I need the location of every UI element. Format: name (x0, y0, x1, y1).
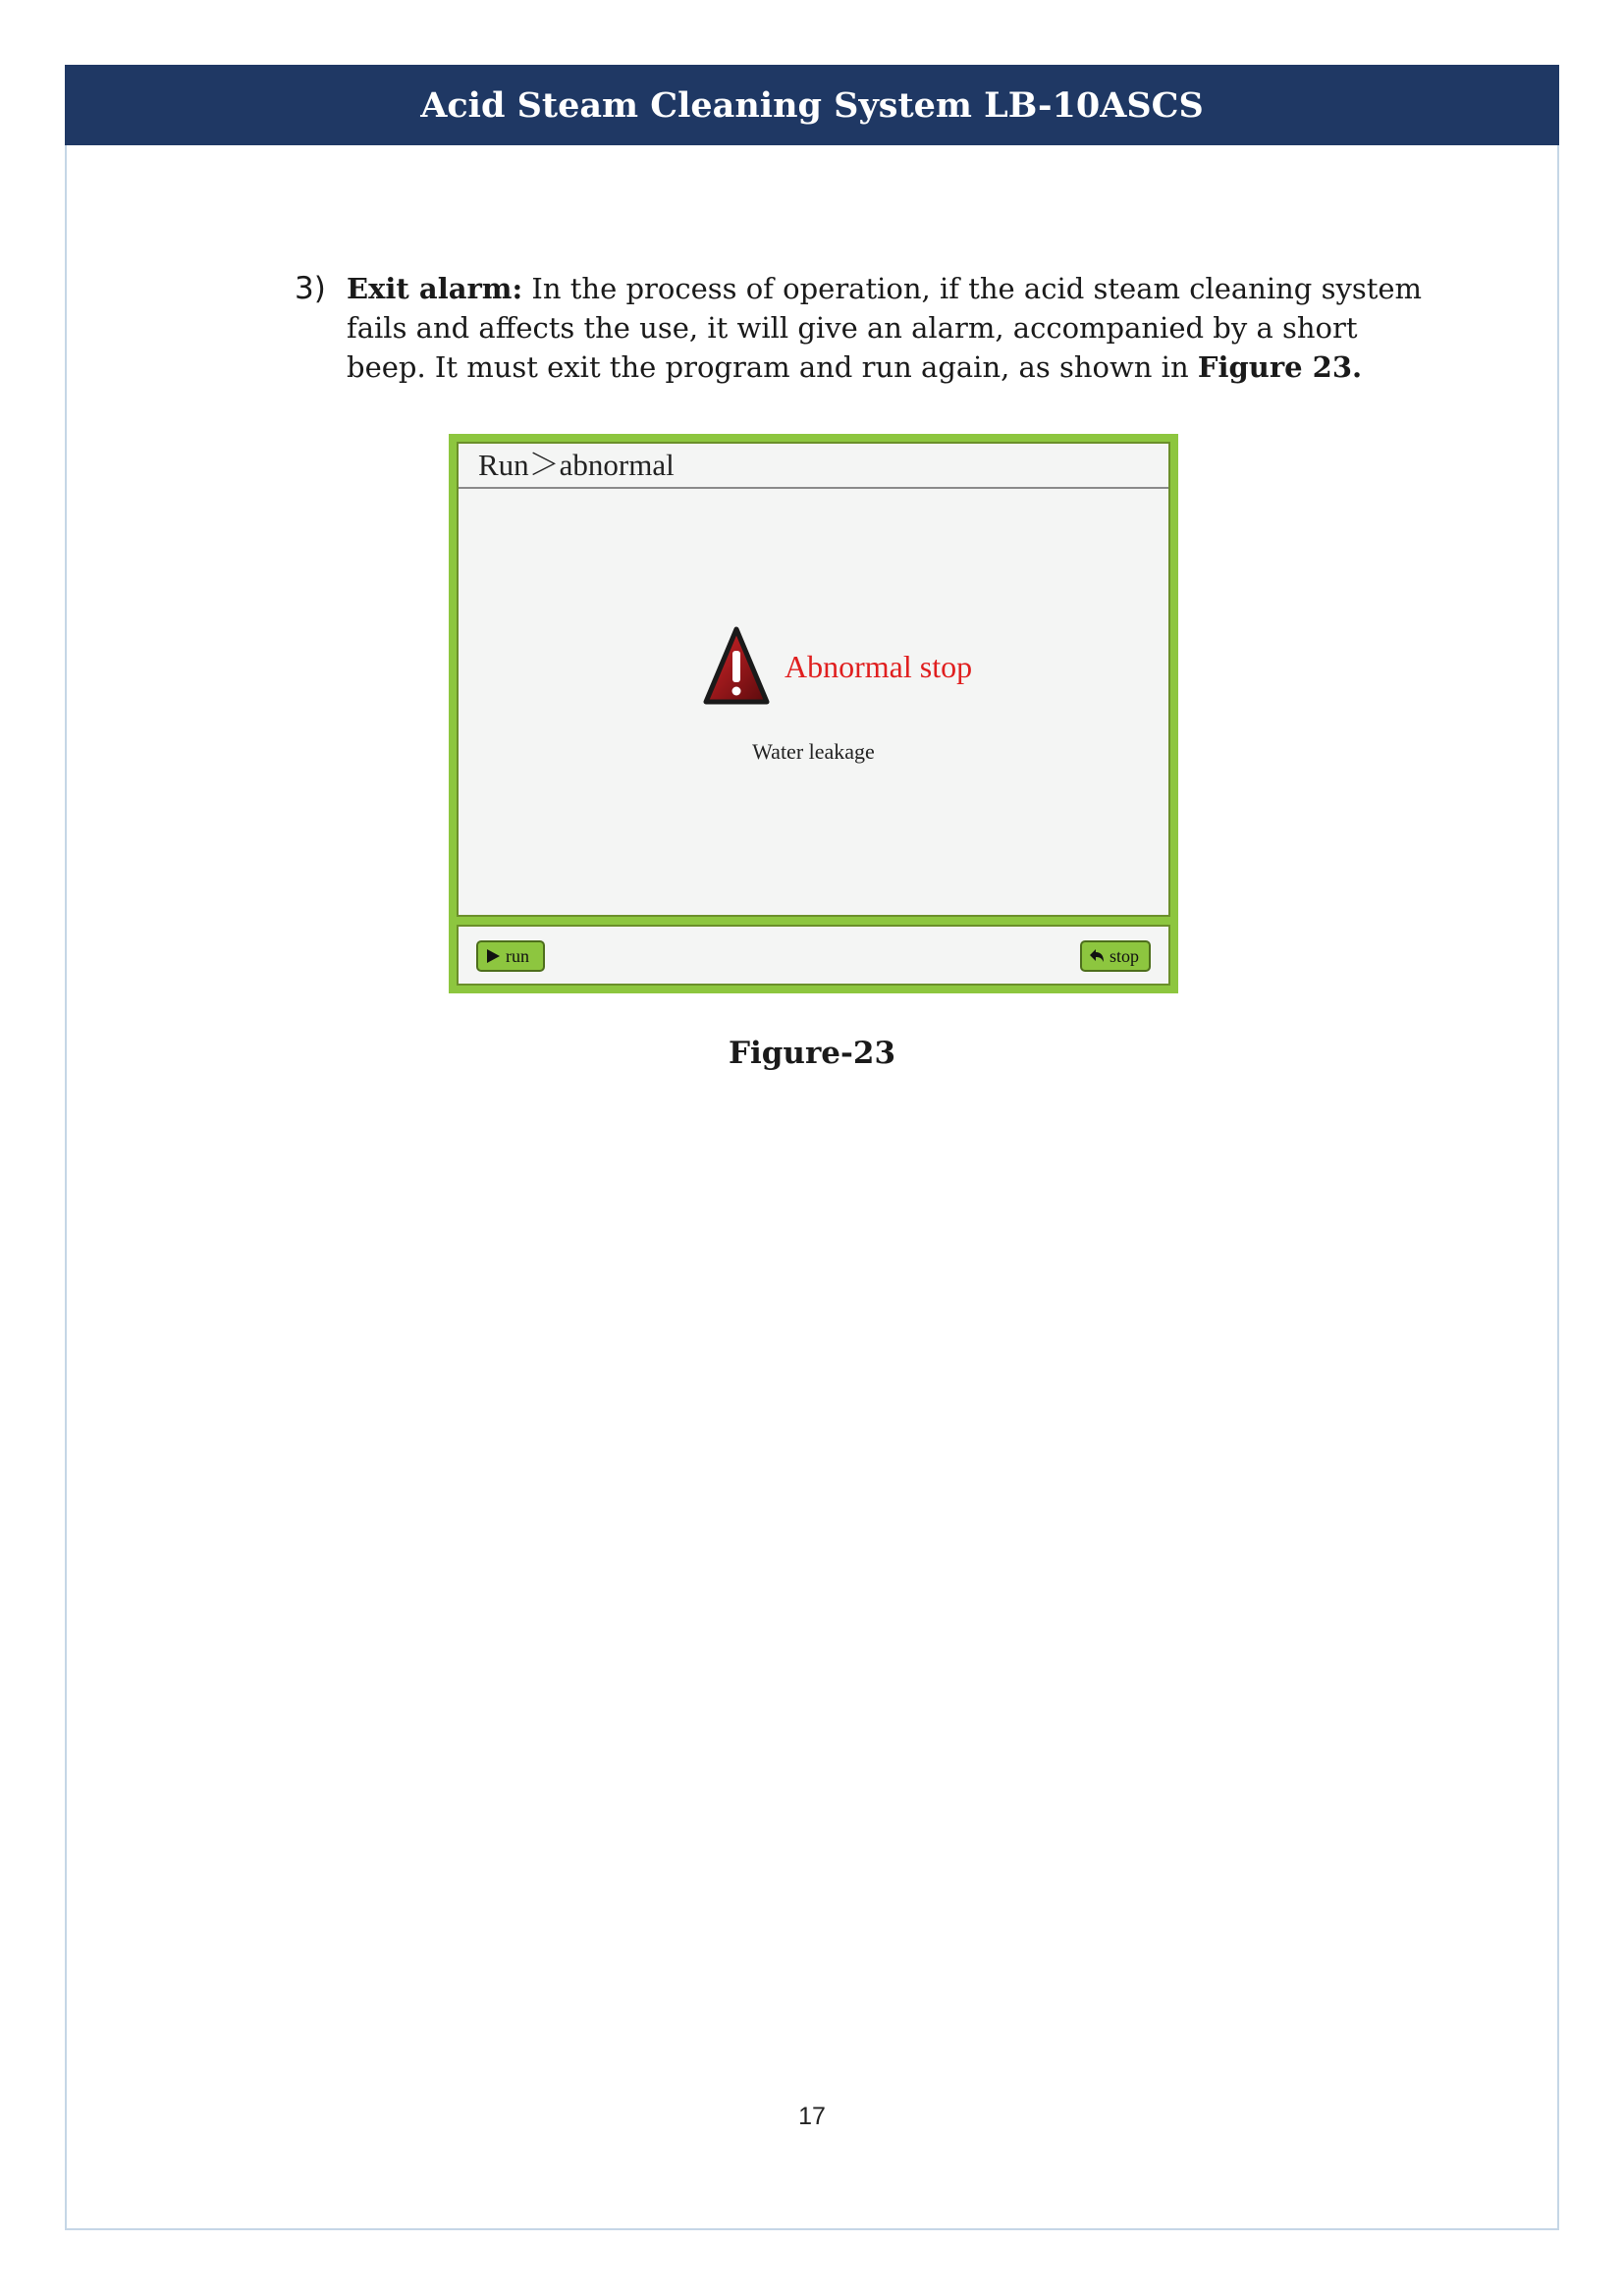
figure-23-screenshot (449, 434, 1178, 993)
figure-reference: Figure 23. (1197, 350, 1363, 384)
stop-button[interactable] (1080, 940, 1151, 972)
run-button[interactable] (476, 940, 545, 972)
alert-title: Abnormal stop (785, 648, 973, 684)
warning-triangle-icon (702, 625, 771, 708)
screen-toolbar (457, 925, 1170, 986)
document-header (65, 65, 1559, 145)
page-number: 17 (798, 2103, 826, 2130)
item-paragraph (347, 269, 1443, 387)
page-frame (65, 65, 1559, 2230)
stop-label: stop (1110, 945, 1140, 966)
play-icon (484, 947, 502, 965)
screen-title: Run＞abnormal (459, 444, 1168, 489)
header-title: Acid Steam Cleaning System LB-10ASCS (420, 84, 1204, 126)
exit-alarm-item (295, 269, 1443, 387)
run-label: run (506, 945, 529, 966)
alert-row (702, 625, 972, 708)
item-number: 3) (295, 271, 326, 306)
device-screen (457, 442, 1170, 917)
alert-detail: Water leakage (752, 739, 875, 764)
item-body: In the process of operation, if the acid steam cleaning system fails and affects the use, it will give an alarm, accompanied by a short beep. It must exit the program and run again, as shown in (347, 272, 1423, 384)
figure-caption: Figure-23 (728, 1036, 896, 1071)
item-lead: Exit alarm: (347, 272, 523, 305)
back-arrow-icon (1088, 947, 1106, 965)
